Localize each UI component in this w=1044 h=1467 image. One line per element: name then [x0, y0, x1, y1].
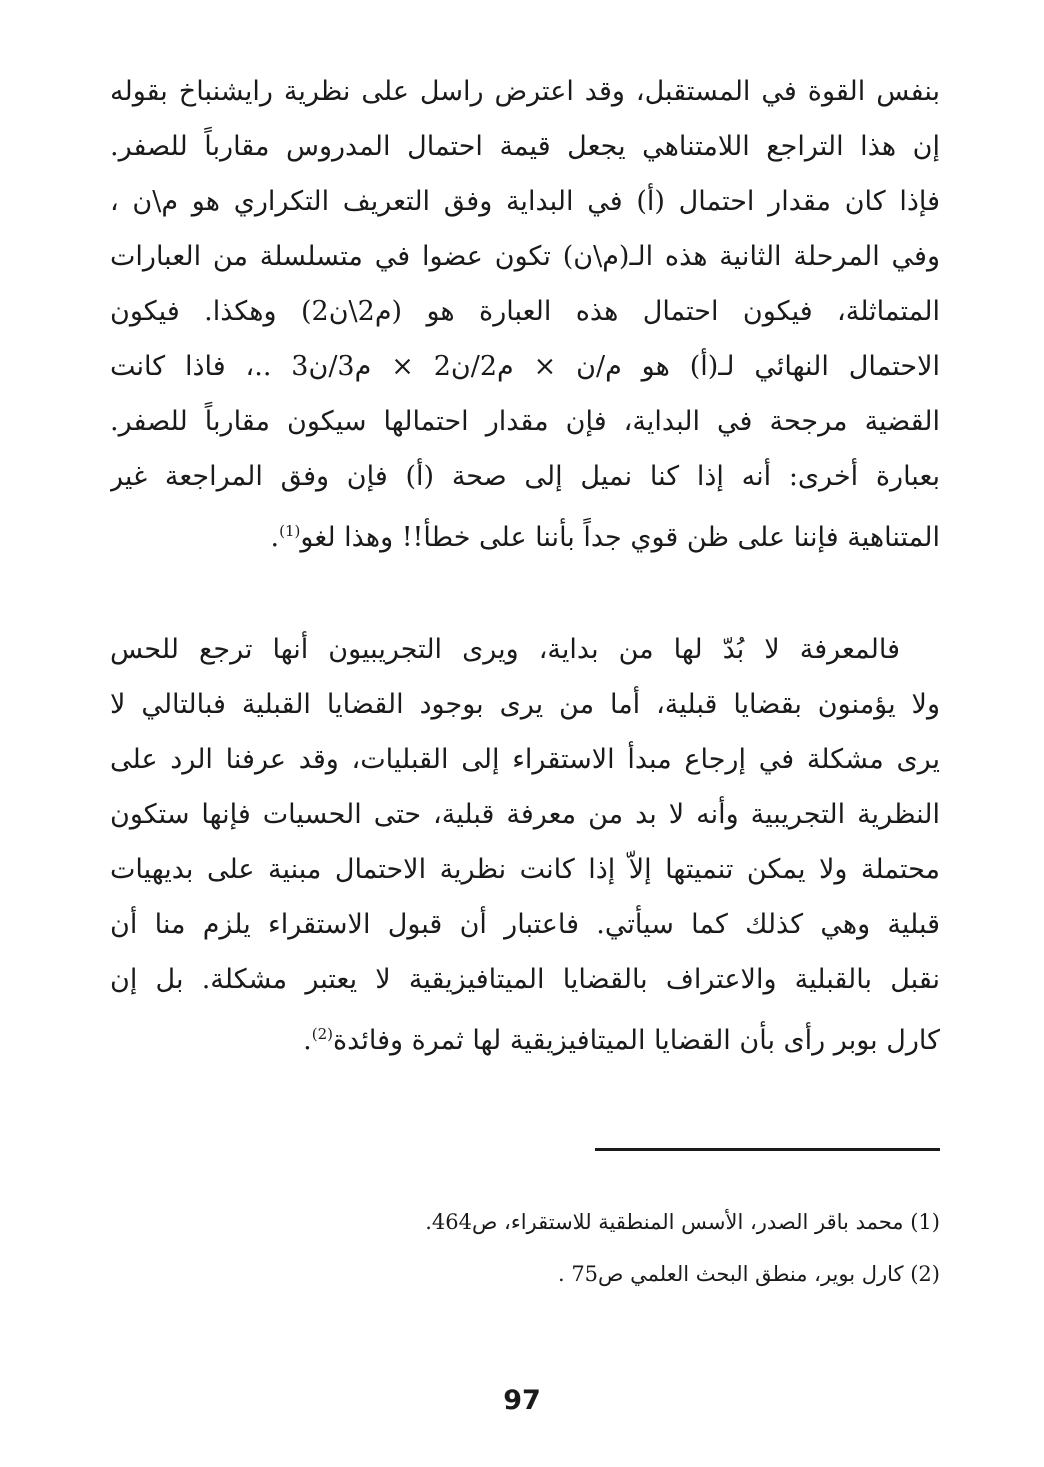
paragraph-2 — [110, 622, 940, 1062]
sentence-end-mark: . — [303, 1025, 312, 1056]
page-number: 97 — [503, 1385, 541, 1416]
paragraph-line: بعبارة أخرى: أنه إذا كنا نميل إلى صحة (أ) فإن وفق المراجعة غير — [110, 461, 940, 492]
paragraph-line: بنفس القوة في المستقبل، وقد اعترض راسل على نظرية رايشنباخ بقوله — [110, 76, 940, 107]
paragraph-line: القضية مرجحة في البداية، فإن مقدار احتمالها سيكون مقارباً للصفر. — [110, 406, 940, 437]
footnotes — [110, 1196, 940, 1300]
paragraph-line: الاحتمال النهائي لـ(أ) هو م/ن × م2/ن2 × م3/ن3 ..، فاذا كانت — [110, 351, 940, 382]
footnote-separator — [595, 1148, 940, 1151]
paragraph-line: النظرية التجريبية وأنه لا بد من معرفة قبلية، حتى الحسيات فإنها ستكون — [110, 799, 940, 830]
footnote-reference[interactable]: (2) — [311, 1025, 334, 1043]
footnote-item: (2) كارل بوير، منطق البحث العلمي ص75 . — [557, 1262, 940, 1286]
paragraph-line: إن هذا التراجع اللامتناهي يجعل قيمة احتمال المدروس مقارباً للصفر. — [110, 131, 940, 162]
paragraph-line: فالمعرفة لا بُدّ لها من بداية، ويرى التجريبيون أنها ترجع للحس — [110, 634, 900, 665]
paragraph-line: قبلية وهي كذلك كما سيأتي. فاعتبار أن قبول الاستقراء يلزم منا أن — [110, 909, 940, 940]
paragraph-1 — [110, 64, 940, 559]
paragraph-line: وفي المرحلة الثانية هذه الـ(م\ن) تكون عضوا في متسلسلة من العبارات — [110, 241, 940, 272]
sentence-end-mark: . — [270, 522, 280, 553]
paragraph-line-text: كارل بوبر رأى بأن القضايا الميتافيزيقية لها ثمرة وفائدة — [333, 1025, 940, 1056]
paragraph-last-line — [110, 1007, 940, 1062]
footnote-item: (1) محمد باقر الصدر، الأسس المنطقية للاستقراء، ص464. — [425, 1210, 940, 1234]
paragraph-line-text: المتناهية فإننا على ظن قوي جداً بأننا على خطأ!! وهذا لغو — [300, 522, 940, 553]
footnote-reference[interactable]: (1) — [279, 522, 301, 540]
paragraph-line: المتماثلة، فيكون احتمال هذه العبارة هو (م2\ن2) وهكذا. فيكون — [110, 296, 940, 327]
paragraph-last-line — [110, 504, 940, 559]
paragraph-line: فإذا كان مقدار احتمال (أ) في البداية وفق التعريف التكراري هو م\ن ، — [110, 186, 940, 217]
paragraph-line: نقبل بالقبلية والاعتراف بالقضايا الميتافيزيقية لا يعتبر مشكلة. بل إن — [110, 964, 940, 995]
paragraph-line: محتملة ولا يمكن تنميتها إلاّ إذا كانت نظرية الاحتمال مبنية على بديهيات — [110, 854, 940, 885]
paragraph-line: ولا يؤمنون بقضايا قبلية، أما من يرى بوجود القضايا القبلية فبالتالي لا — [110, 689, 940, 720]
paragraph-line: يرى مشكلة في إرجاع مبدأ الاستقراء إلى القبليات، وقد عرفنا الرد على — [110, 744, 940, 775]
